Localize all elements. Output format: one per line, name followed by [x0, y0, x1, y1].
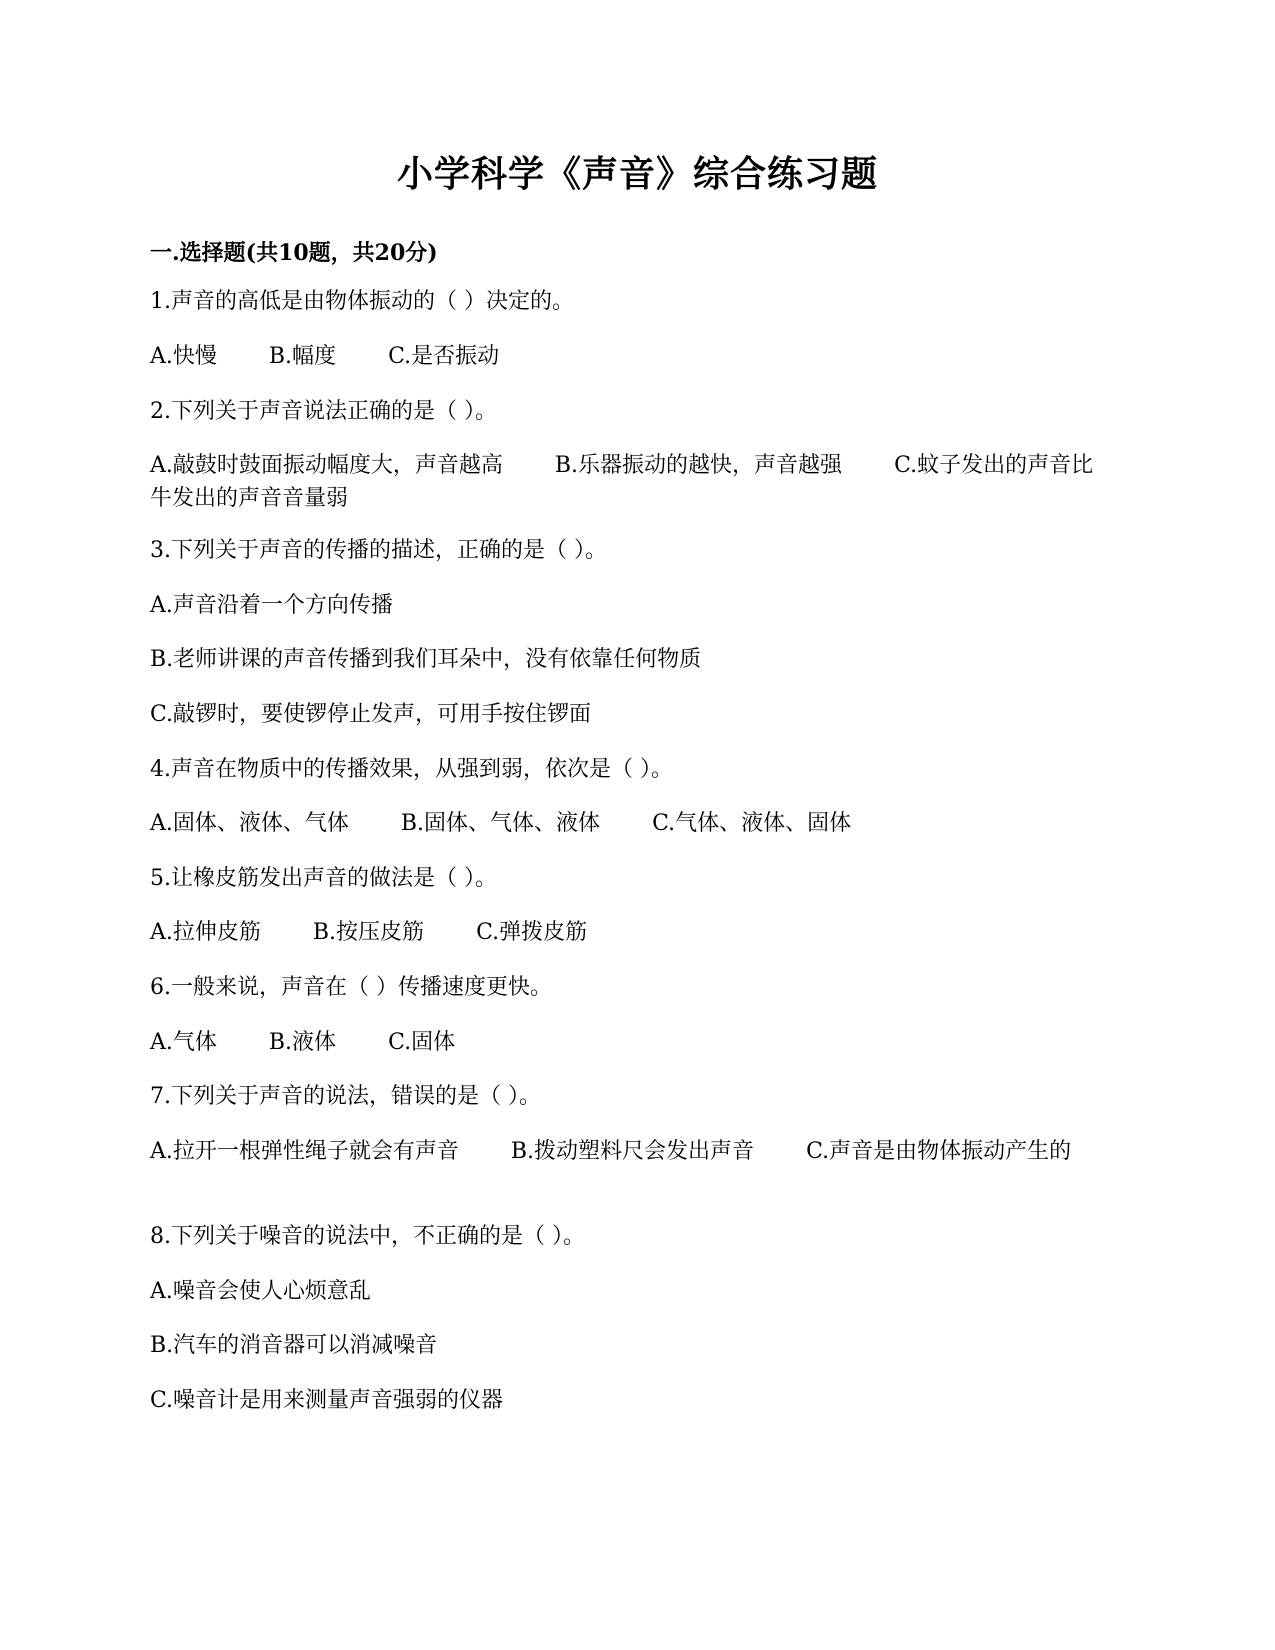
question-8-option-c: C.噪音计是用来测量声音强弱的仪器	[150, 1388, 504, 1413]
question-6-stem: 6.一般来说，声音在（ ）传播速度更快。	[150, 975, 552, 1000]
option-b: B.拨动塑料尺会发出声音	[510, 1139, 755, 1164]
section-heading: 一.选择题(共10题，共20分)	[150, 240, 438, 266]
question-7-stem: 7.下列关于声音的说法，错误的是（ ）。	[150, 1084, 541, 1109]
option-b: B.液体	[268, 1030, 337, 1055]
question-2-options	[150, 449, 1110, 515]
question-4-stem: 4.声音在物质中的传播效果，从强到弱，依次是（ ）。	[150, 757, 673, 782]
question-6-options	[150, 1026, 1110, 1059]
option-c: C.固体	[388, 1030, 456, 1055]
option-c: C.弹拨皮筋	[476, 920, 588, 945]
option-a: A.拉伸皮筋	[150, 920, 261, 945]
option-c: C.蚊子发出的声音比牛发出的声音音量弱	[150, 453, 1094, 511]
option-a: A.快慢	[150, 344, 217, 369]
option-a: A.固体、液体、气体	[150, 811, 349, 836]
question-5-options	[150, 916, 1110, 949]
question-1-stem: 1.声音的高低是由物体振动的（ ）决定的。	[150, 289, 574, 314]
option-b: B.乐器振动的越快，声音越强	[554, 453, 843, 478]
question-3-option-a: A.声音沿着一个方向传播	[150, 593, 393, 618]
option-c: C.气体、液体、固体	[652, 811, 852, 836]
question-4-options	[150, 807, 1110, 840]
question-2-stem: 2.下列关于声音说法正确的是（ ）。	[150, 399, 497, 424]
question-5-stem: 5.让橡皮筋发出声音的做法是（ ）。	[150, 866, 497, 891]
option-a: A.敲鼓时鼓面振动幅度大，声音越高	[150, 453, 503, 478]
question-1-options	[150, 340, 1110, 373]
question-8-stem: 8.下列关于噪音的说法中，不正确的是（ ）。	[150, 1224, 585, 1249]
question-3-option-c: C.敲锣时，要使锣停止发声，可用手按住锣面	[150, 702, 592, 727]
option-a: A.气体	[150, 1030, 217, 1055]
option-b: B.固体、气体、液体	[400, 811, 601, 836]
option-a: A.拉开一根弹性绳子就会有声音	[150, 1139, 459, 1164]
question-3-option-b: B.老师讲课的声音传播到我们耳朵中，没有依靠任何物质	[150, 647, 702, 672]
option-c: C.声音是由物体振动产生的	[806, 1139, 1072, 1164]
option-b: B.按压皮筋	[312, 920, 425, 945]
option-b: B.幅度	[268, 344, 337, 369]
page-title: 小学科学《声音》综合练习题	[396, 153, 878, 195]
question-3-stem: 3.下列关于声音的传播的描述，正确的是（ ）。	[150, 538, 607, 563]
question-8-option-b: B.汽车的消音器可以消减噪音	[150, 1333, 438, 1358]
option-c: C.是否振动	[388, 344, 500, 369]
question-8-option-a: A.噪音会使人心烦意乱	[150, 1279, 371, 1304]
question-7-options	[150, 1135, 1110, 1168]
